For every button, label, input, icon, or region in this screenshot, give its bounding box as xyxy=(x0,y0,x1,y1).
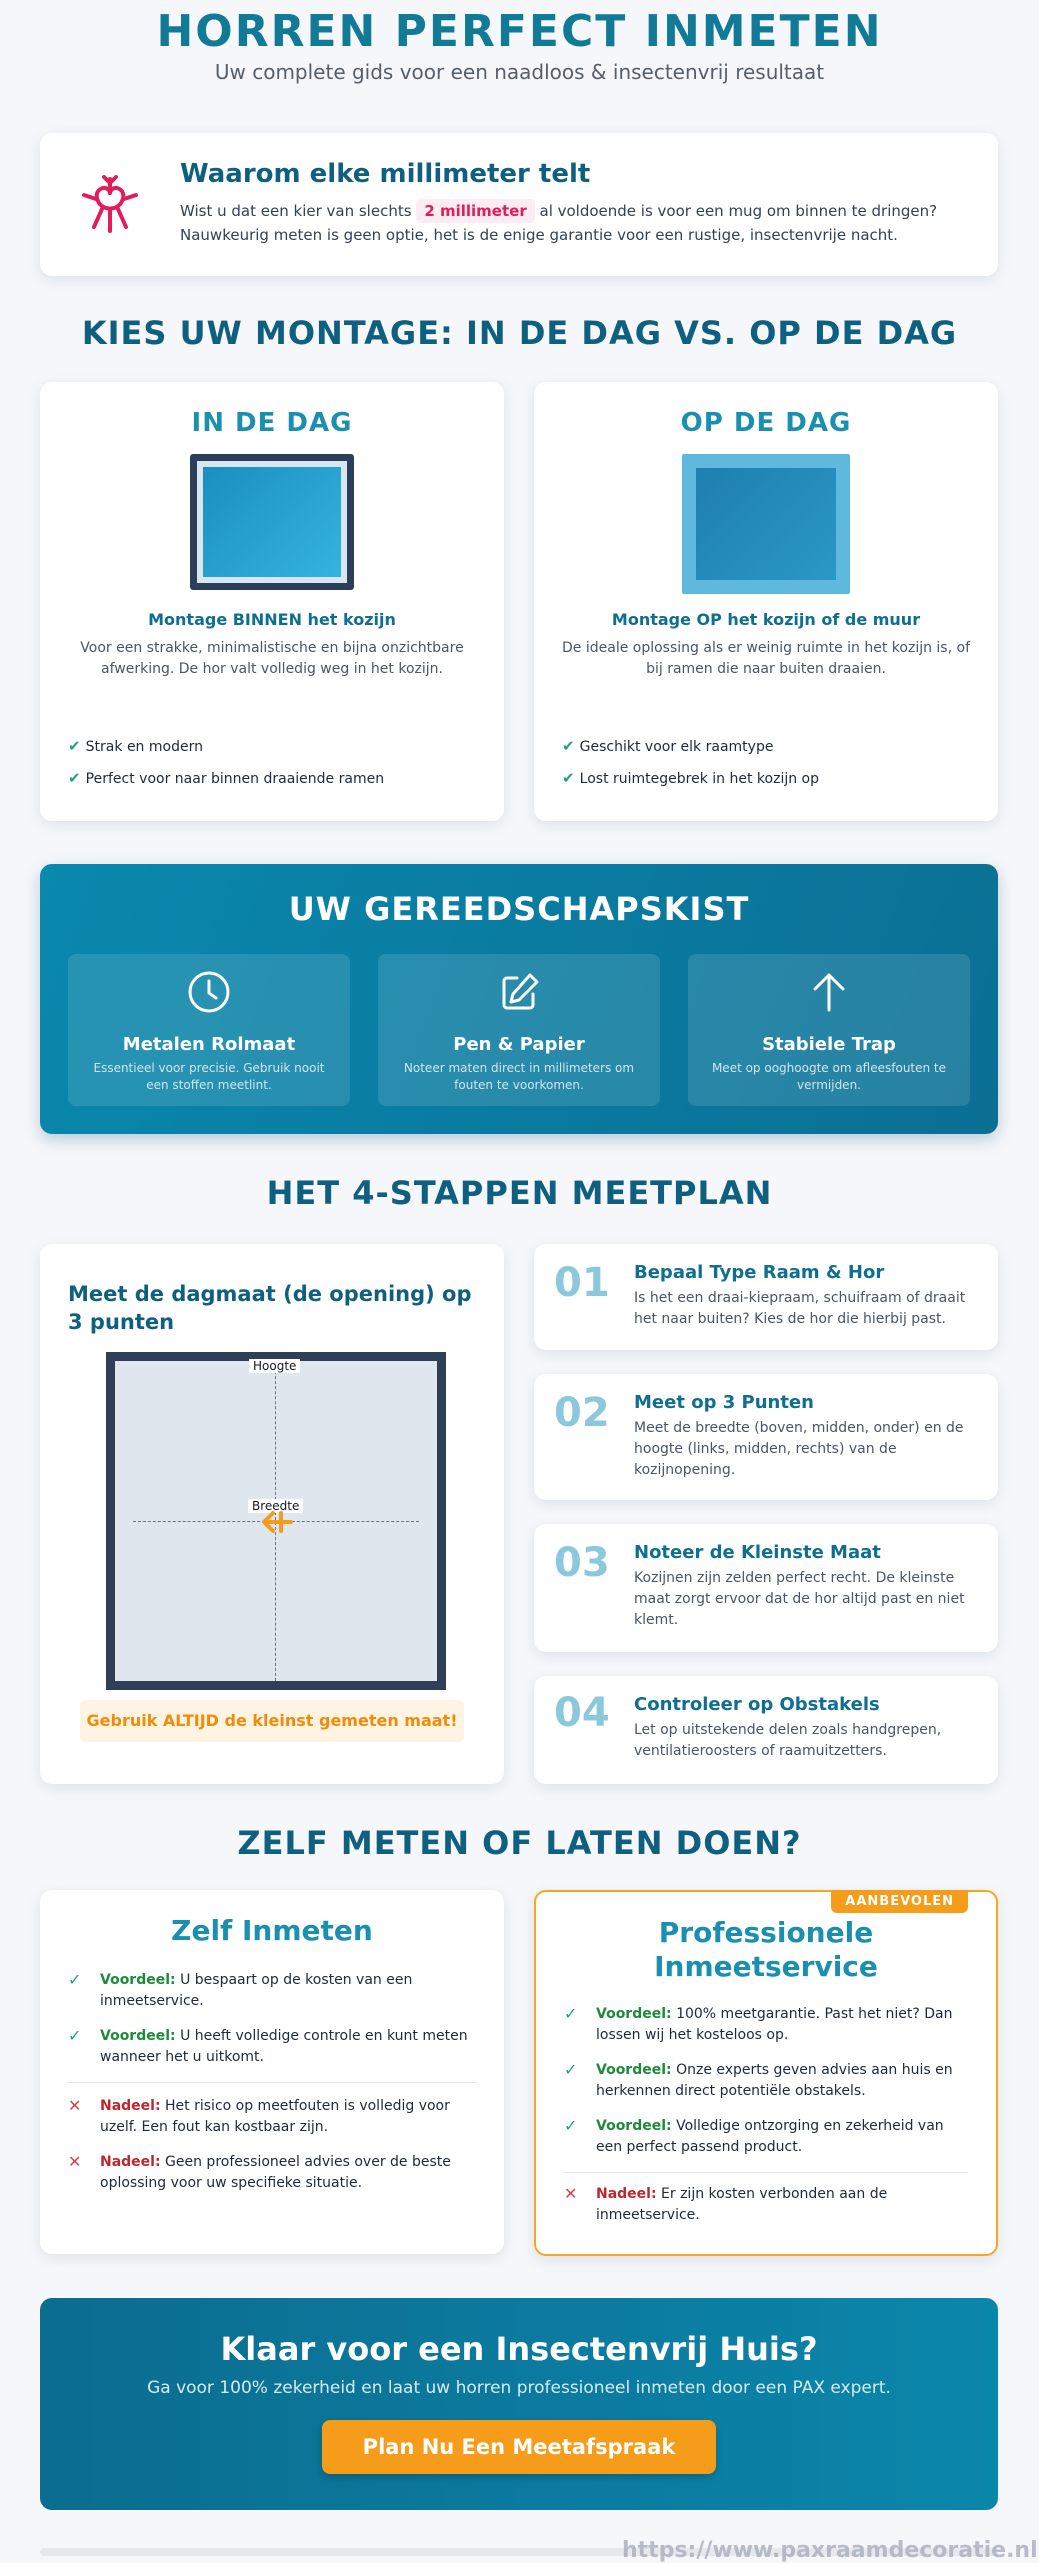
bullet-text: Lost ruimtegebrek in het kozijn op xyxy=(579,771,820,787)
height-label: Hoogte xyxy=(249,1359,300,1373)
in-de-dag-subtitle: Montage BINNEN het kozijn xyxy=(148,610,396,629)
step-text: Kozijnen zijn zelden perfect recht. De kleinste maat zorgt ervoor dat de hor altijd past en niet klemt. xyxy=(634,1570,965,1628)
checkmark-icon: ✔ xyxy=(562,737,575,755)
measure-diagram-card xyxy=(40,1244,504,1784)
step-card-02 xyxy=(534,1374,998,1500)
bullet-text: Perfect voor naar binnen draaiende ramen xyxy=(85,771,385,787)
self-measure-card xyxy=(40,1890,504,2254)
step-title: Noteer de Kleinste Maat xyxy=(634,1542,881,1563)
toolbox-title: UW GEREEDSCHAPSKIST xyxy=(288,890,750,928)
step-title: Bepaal Type Raam & Hor xyxy=(634,1262,885,1283)
clock-icon xyxy=(187,970,231,1018)
tip-badge: Gebruik ALTIJD de kleinst gemeten maat! xyxy=(80,1700,464,1742)
diagram-title: Meet de dagmaat (de opening) op 3 punten xyxy=(68,1282,472,1334)
step-card-03 xyxy=(534,1524,998,1652)
step-number: 04 xyxy=(554,1690,610,1736)
step-title: Meet op 3 Punten xyxy=(634,1392,814,1413)
check-icon: ✓ xyxy=(68,2026,82,2045)
bullet-text: Geschikt voor elk raamtype xyxy=(579,739,774,755)
toolbox-panel xyxy=(40,864,998,1134)
pro-item xyxy=(68,1970,478,2012)
list-item xyxy=(68,768,384,800)
con-label: Nadeel: xyxy=(596,2186,657,2202)
tool-description: Noteer maten direct in millimeters om fouten te voorkomen. xyxy=(403,1061,635,1092)
con-item xyxy=(68,2096,478,2138)
check-icon: ✓ xyxy=(68,1970,82,1989)
cross-icon: ✕ xyxy=(68,2096,82,2115)
in-de-dag-description: Voor een strakke, minimalistische en bijna onzichtbare afwerking. De hor valt volledig weg in het kozijn. xyxy=(80,640,464,677)
pro-service-card xyxy=(534,1890,998,2256)
list-item xyxy=(68,736,384,768)
arrow-up-icon xyxy=(807,970,851,1018)
plan-appointment-button[interactable]: Plan Nu Een Meetafspraak xyxy=(322,2420,716,2474)
step-number: 02 xyxy=(554,1390,610,1436)
pro-text: U heeft volledige controle en kunt meten wanneer het u uitkomt. xyxy=(100,2028,468,2065)
pro-label: Voordeel: xyxy=(100,1972,176,1988)
why-text-before: Wist u dat een kier van slechts xyxy=(180,202,412,220)
pro-label: Voordeel: xyxy=(596,2006,672,2022)
footer-url-link[interactable]: https://www.paxraamdecoratie.nl xyxy=(622,2538,1038,2563)
check-icon: ✓ xyxy=(564,2060,578,2079)
why-text-line2: Nauwkeurig meten is geen optie, het is de enige garantie voor een rustige, insectenvrije nacht. xyxy=(180,226,898,244)
pro-label: Voordeel: xyxy=(100,2028,176,2044)
list-item xyxy=(562,768,819,800)
tool-description: Essentieel voor precisie. Gebruik nooit een stoffen meetlint. xyxy=(93,1061,325,1092)
con-text: Geen professioneel advies over de beste oplossing voor uw specifieke situatie. xyxy=(100,2154,451,2191)
pro-text: U bespaart op de kosten van een inmeetservice. xyxy=(100,1972,413,2009)
pro-item xyxy=(564,2004,970,2046)
tool-name: Metalen Rolmaat xyxy=(122,1034,296,1055)
step-text: Is het een draai-kiepraam, schuifraam of draait het naar buiten? Kies de hor die hierbij past. xyxy=(634,1290,966,1327)
page-title: HORREN PERFECT INMETEN xyxy=(156,6,883,57)
op-de-dag-title: OP DE DAG xyxy=(680,408,852,438)
plan-section-title: HET 4-STAPPEN MEETPLAN xyxy=(266,1174,773,1212)
width-label: Breedte xyxy=(248,1499,303,1513)
con-item xyxy=(564,2184,970,2226)
why-text xyxy=(180,199,980,247)
highlight-badge: 2 millimeter xyxy=(416,199,534,223)
pro-label: Voordeel: xyxy=(596,2118,672,2134)
step-text: Meet de breedte (boven, midden, onder) en de hoogte (links, midden, rechts) van de kozijnopening. xyxy=(634,1420,964,1478)
list-item xyxy=(562,736,819,768)
cta-panel xyxy=(40,2298,998,2510)
checkmark-icon: ✔ xyxy=(562,769,575,787)
why-card xyxy=(40,133,998,276)
tool-card-rolmaat xyxy=(68,954,350,1106)
compare-section-title: ZELF METEN OF LATEN DOEN? xyxy=(237,1824,802,1862)
self-measure-title: Zelf Inmeten xyxy=(171,1914,373,1947)
step-card-01 xyxy=(534,1244,998,1350)
check-icon: ✓ xyxy=(564,2116,578,2135)
step-number: 01 xyxy=(554,1260,610,1306)
op-de-dag-card xyxy=(534,382,998,821)
tool-name: Pen & Papier xyxy=(453,1034,585,1055)
pencil-square-icon xyxy=(497,970,541,1018)
tool-description: Meet op ooghoogte om afleesfouten te vermijden. xyxy=(711,1061,947,1092)
step-number: 03 xyxy=(554,1540,610,1586)
step-card-04 xyxy=(534,1676,998,1784)
bullet-text: Strak en modern xyxy=(85,739,203,755)
cross-icon: ✕ xyxy=(68,2152,82,2171)
pro-text: Onze experts geven advies aan huis en herkennen direct potentiële obstakels. xyxy=(596,2062,953,2099)
in-de-dag-title: IN DE DAG xyxy=(191,408,353,438)
pro-service-title xyxy=(536,1916,996,1984)
tool-name: Stabiele Trap xyxy=(762,1034,896,1055)
step-text: Let op uitstekende delen zoals handgrepen, ventilatieroosters of raamuitzetters. xyxy=(634,1722,942,1759)
con-label: Nadeel: xyxy=(100,2098,161,2114)
con-label: Nadeel: xyxy=(100,2154,161,2170)
montage-section-title: KIES UW MONTAGE: IN DE DAG VS. OP DE DAG xyxy=(81,314,958,352)
page-subtitle: Uw complete gids voor een naadloos & insectenvrij resultaat xyxy=(214,60,825,84)
cross-icon: ✕ xyxy=(564,2184,578,2203)
checkmark-icon: ✔ xyxy=(68,769,81,787)
window-inside-frame-icon xyxy=(190,454,354,590)
checkmark-icon: ✔ xyxy=(68,737,81,755)
arrow-left-icon xyxy=(259,1509,295,1539)
con-item xyxy=(68,2152,478,2194)
pro-service-title-line2: Inmeetservice xyxy=(654,1950,878,1983)
window-measure-diagram xyxy=(106,1352,446,1690)
tool-card-trap xyxy=(688,954,970,1106)
window-on-frame-icon xyxy=(682,454,850,594)
why-title: Waarom elke millimeter telt xyxy=(180,159,591,189)
con-text: Het risico op meetfouten is volledig voor uzelf. Een fout kan kostbaar zijn. xyxy=(100,2098,450,2135)
op-de-dag-subtitle: Montage OP het kozijn of de muur xyxy=(611,610,921,629)
con-text: Er zijn kosten verbonden aan de inmeetservice. xyxy=(596,2186,888,2223)
check-icon: ✓ xyxy=(564,2004,578,2023)
pro-item xyxy=(564,2060,970,2102)
in-de-dag-bullet-list xyxy=(68,736,384,800)
why-text-after: al voldoende is voor een mug om binnen te dringen? xyxy=(539,202,938,220)
recommended-badge: AANBEVOLEN xyxy=(831,1890,968,1913)
pro-item xyxy=(564,2116,970,2158)
tool-card-pen xyxy=(378,954,660,1106)
cta-title: Klaar voor een Insectenvrij Huis? xyxy=(220,2330,818,2368)
step-title: Controleer op Obstakels xyxy=(634,1694,880,1715)
pro-text: Volledige ontzorging en zekerheid van een perfect passend product. xyxy=(596,2118,944,2155)
op-de-dag-bullet-list xyxy=(562,736,819,800)
divider xyxy=(564,2172,968,2173)
divider xyxy=(68,2082,476,2083)
pro-item xyxy=(68,2026,478,2068)
op-de-dag-description: De ideale oplossing als er weinig ruimte in het kozijn is, of bij ramen die naar buiten draaien. xyxy=(562,640,970,677)
in-de-dag-card xyxy=(40,382,504,821)
pro-service-title-line1: Professionele xyxy=(658,1916,874,1949)
cta-text: Ga voor 100% zekerheid en laat uw horren professioneel inmeten door een PAX expert. xyxy=(147,2378,891,2398)
mosquito-icon xyxy=(78,171,142,239)
pro-label: Voordeel: xyxy=(596,2062,672,2078)
pro-text: 100% meetgarantie. Past het niet? Dan lossen wij het kosteloos op. xyxy=(596,2006,953,2043)
